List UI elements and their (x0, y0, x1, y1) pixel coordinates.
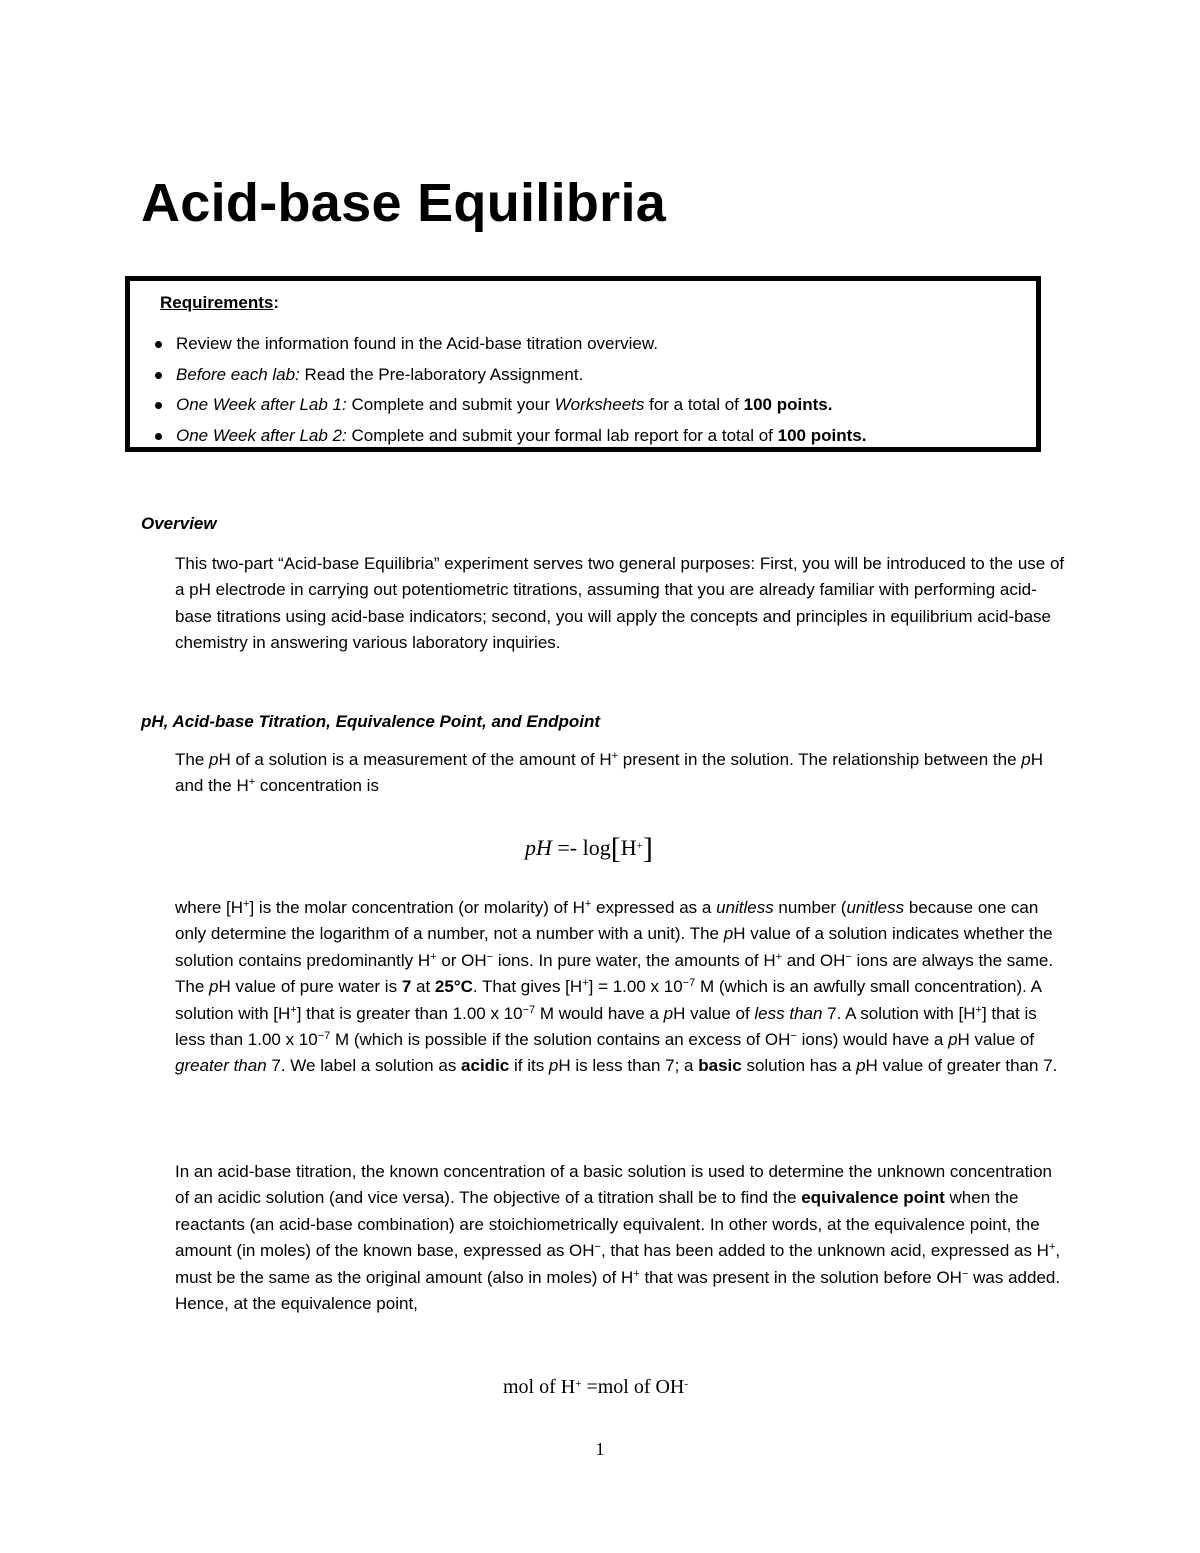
requirement-lead: Before each lab: (176, 364, 300, 384)
requirements-heading-colon: : (273, 293, 280, 312)
requirement-text: Complete and submit your formal lab report for a total of (346, 425, 778, 445)
requirement-points: 100 points (777, 425, 862, 445)
requirement-emphasis: Worksheets (554, 395, 645, 414)
overview-paragraph: This two-part “Acid-base Equilibria” experiment serves two general purposes: First, you will be introduced to the use of a pH electrode in carrying out potentiometric titrations, assuming that you are already familiar with performing acid-base titrations using acid-base indicators; second, you will apply the concepts and principles in equilibrium acid-base chemistry in answering various laboratory inquiries. (175, 554, 1065, 653)
equivalence-equation: mol of H+ =mol of OH- (503, 1376, 689, 1398)
ph-explanation-paragraph: where [H+] is the molar concentration (or molarity) of H+ expressed as a unitless number (unitless because one can only determine the logarithm of a number, not a number with a unit). The pH value of a solution indicates whether the solution contains predominantly H+ or OH− ions. In pure water, the amounts of H+ and OH− ions are always the same. The pH value of pure water is 7 at 25°C. That gives [H+] = 1.00 x $10^{-7}$ M (which is an awfully small concentration). A solution with [H+] that is greater than 1.00 x $10^{-7}$ M would have a pH value of less than 7. A solution with [H+] that is less than 1.00 x $10^{-7}$ M (which is possible if the solution contains an excess of OH− ions) would have a pH value of greater than 7. We label a solution as acidic if its pH is less than 7; a basic solution has a pH value of greater than 7. (175, 898, 1058, 1076)
ph-definition-paragraph: The pH of a solution is a measurement of the amount of H+ present in the solution. The relationship between the pH and the H+ concentration is (175, 750, 1044, 796)
requirements-list (176, 329, 866, 451)
list-item (176, 329, 866, 360)
requirement-end: . (827, 395, 833, 414)
requirements-box (125, 276, 1041, 452)
requirement-lead: One Week after Lab 1: (176, 395, 347, 414)
requirement-text: for a total of (644, 395, 744, 414)
ph-section-heading: pH, Acid-base Titration, Equivalence Point, and Endpoint (141, 712, 601, 731)
page-title: Acid-base Equilibria (141, 173, 667, 233)
ph-equation: pH =- log[H+] (525, 832, 653, 865)
requirement-text: Review the information found in the Acid-base titration overview. (176, 334, 658, 353)
requirement-text: Read the Pre-laboratory Assignment. (299, 364, 584, 384)
requirements-heading-label: Requirements (160, 293, 274, 312)
requirement-points: 100 points (743, 395, 828, 414)
list-item (176, 390, 866, 421)
list-item (176, 360, 866, 391)
titration-paragraph: In an acid-base titration, the known concentration of a basic solution is used to determine the unknown concentration of an acidic solution (and vice versa). The objective of a titration shall be to find the equivalence point when the reactants (an acid-base combination) are stoichiometrically equivalent. In other words, at the equivalence point, the amount (in moles) of the known base, expressed as OH−, that has been added to the unknown acid, expressed as H+, must be the same as the original amount (also in moles) of H+ that was present in the solution before OH− was added. Hence, at the equivalence point, (175, 1162, 1061, 1314)
requirement-text: Complete and submit your (346, 395, 555, 414)
page-number: 1 (595, 1439, 605, 1459)
requirement-lead: One Week after Lab 2: (176, 425, 347, 445)
requirements-heading (160, 293, 279, 313)
overview-heading: Overview (141, 514, 217, 533)
list-item (176, 421, 866, 452)
requirement-end: . (861, 425, 867, 445)
